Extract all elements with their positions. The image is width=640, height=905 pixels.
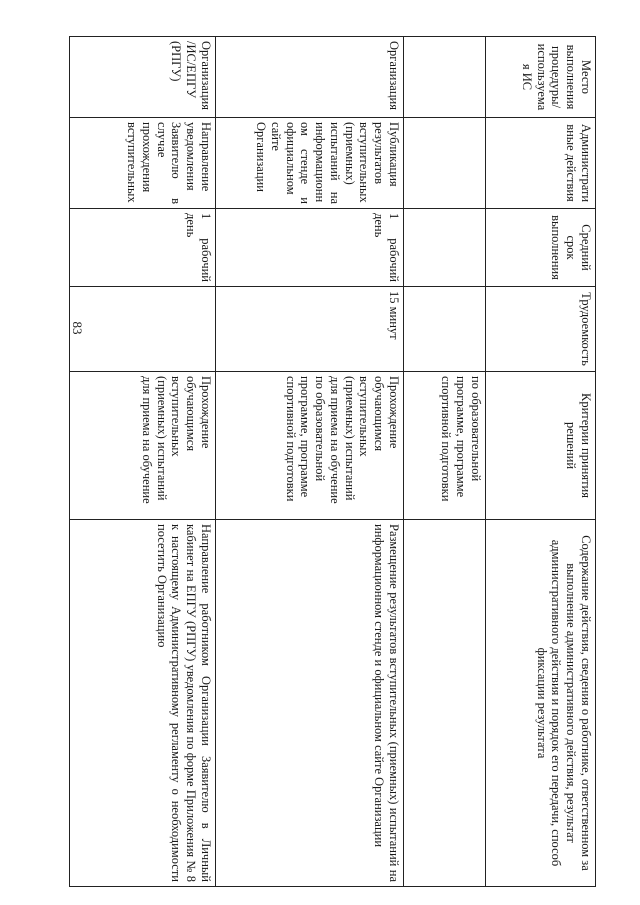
header-criteria: Критерии принятия решений [486,372,596,520]
header-place: Место выполнения процедуры/используемая ИС [486,37,596,118]
header-term: Средний срок выполнения [486,209,596,287]
cell-place: Организация [216,37,404,118]
cell-labor [404,287,486,372]
table-row [216,37,404,887]
cell-content: Размещение результатов вступительных (приемных) испытаний на информационном стенде и официальном сайте Организации [216,520,404,887]
table-row [70,37,216,887]
cell-criteria: Прохождение обучающимся вступительных (приемных) испытаний для приема на обучение по образовательной программе, программе спортивной подготовки [216,372,404,520]
cell-content: Направление работником Организации Заявителю в Личный кабинет на ЕПГУ (РПГУ) уведомления по форме Приложения № 8 к настоящему Административному регламенту о необходимости посетить Организацию [70,520,216,887]
cell-place [404,37,486,118]
table-header-row [486,37,596,887]
cell-action [404,118,486,209]
cell-criteria: по образовательной программе, программе спортивной подготовки [404,372,486,520]
cell-action: Направление уведомления Заявителю в случае прохождения вступительных [70,118,216,209]
header-content: Содержание действия, сведения о работнике, ответственном за выполнение административного действия, результат административного действия и порядок его передачи, способ фиксации результата [486,520,596,887]
rotated-page-content [70,36,596,886]
cell-term: 1 рабочий день [216,209,404,287]
header-actions: Административные действия [486,118,596,209]
cell-labor [70,287,216,372]
table-row [404,37,486,887]
cell-criteria: Прохождение обучающимся вступительных (приемных) испытаний для приема на обучение [70,372,216,520]
header-labor: Трудоемкость [486,287,596,372]
cell-place: Организация /ИС/ЕПГУ (РПГУ) [70,37,216,118]
page-number: 83 [70,321,85,335]
procedure-table [69,36,596,887]
cell-term: 1 рабочий день [70,209,216,287]
cell-term [404,209,486,287]
cell-labor: 15 минут [216,287,404,372]
cell-content [404,520,486,887]
cell-action: Публикация результатов вступительных (приемных) испытаний на информационном стенде и официальном сайте Организации [216,118,404,209]
